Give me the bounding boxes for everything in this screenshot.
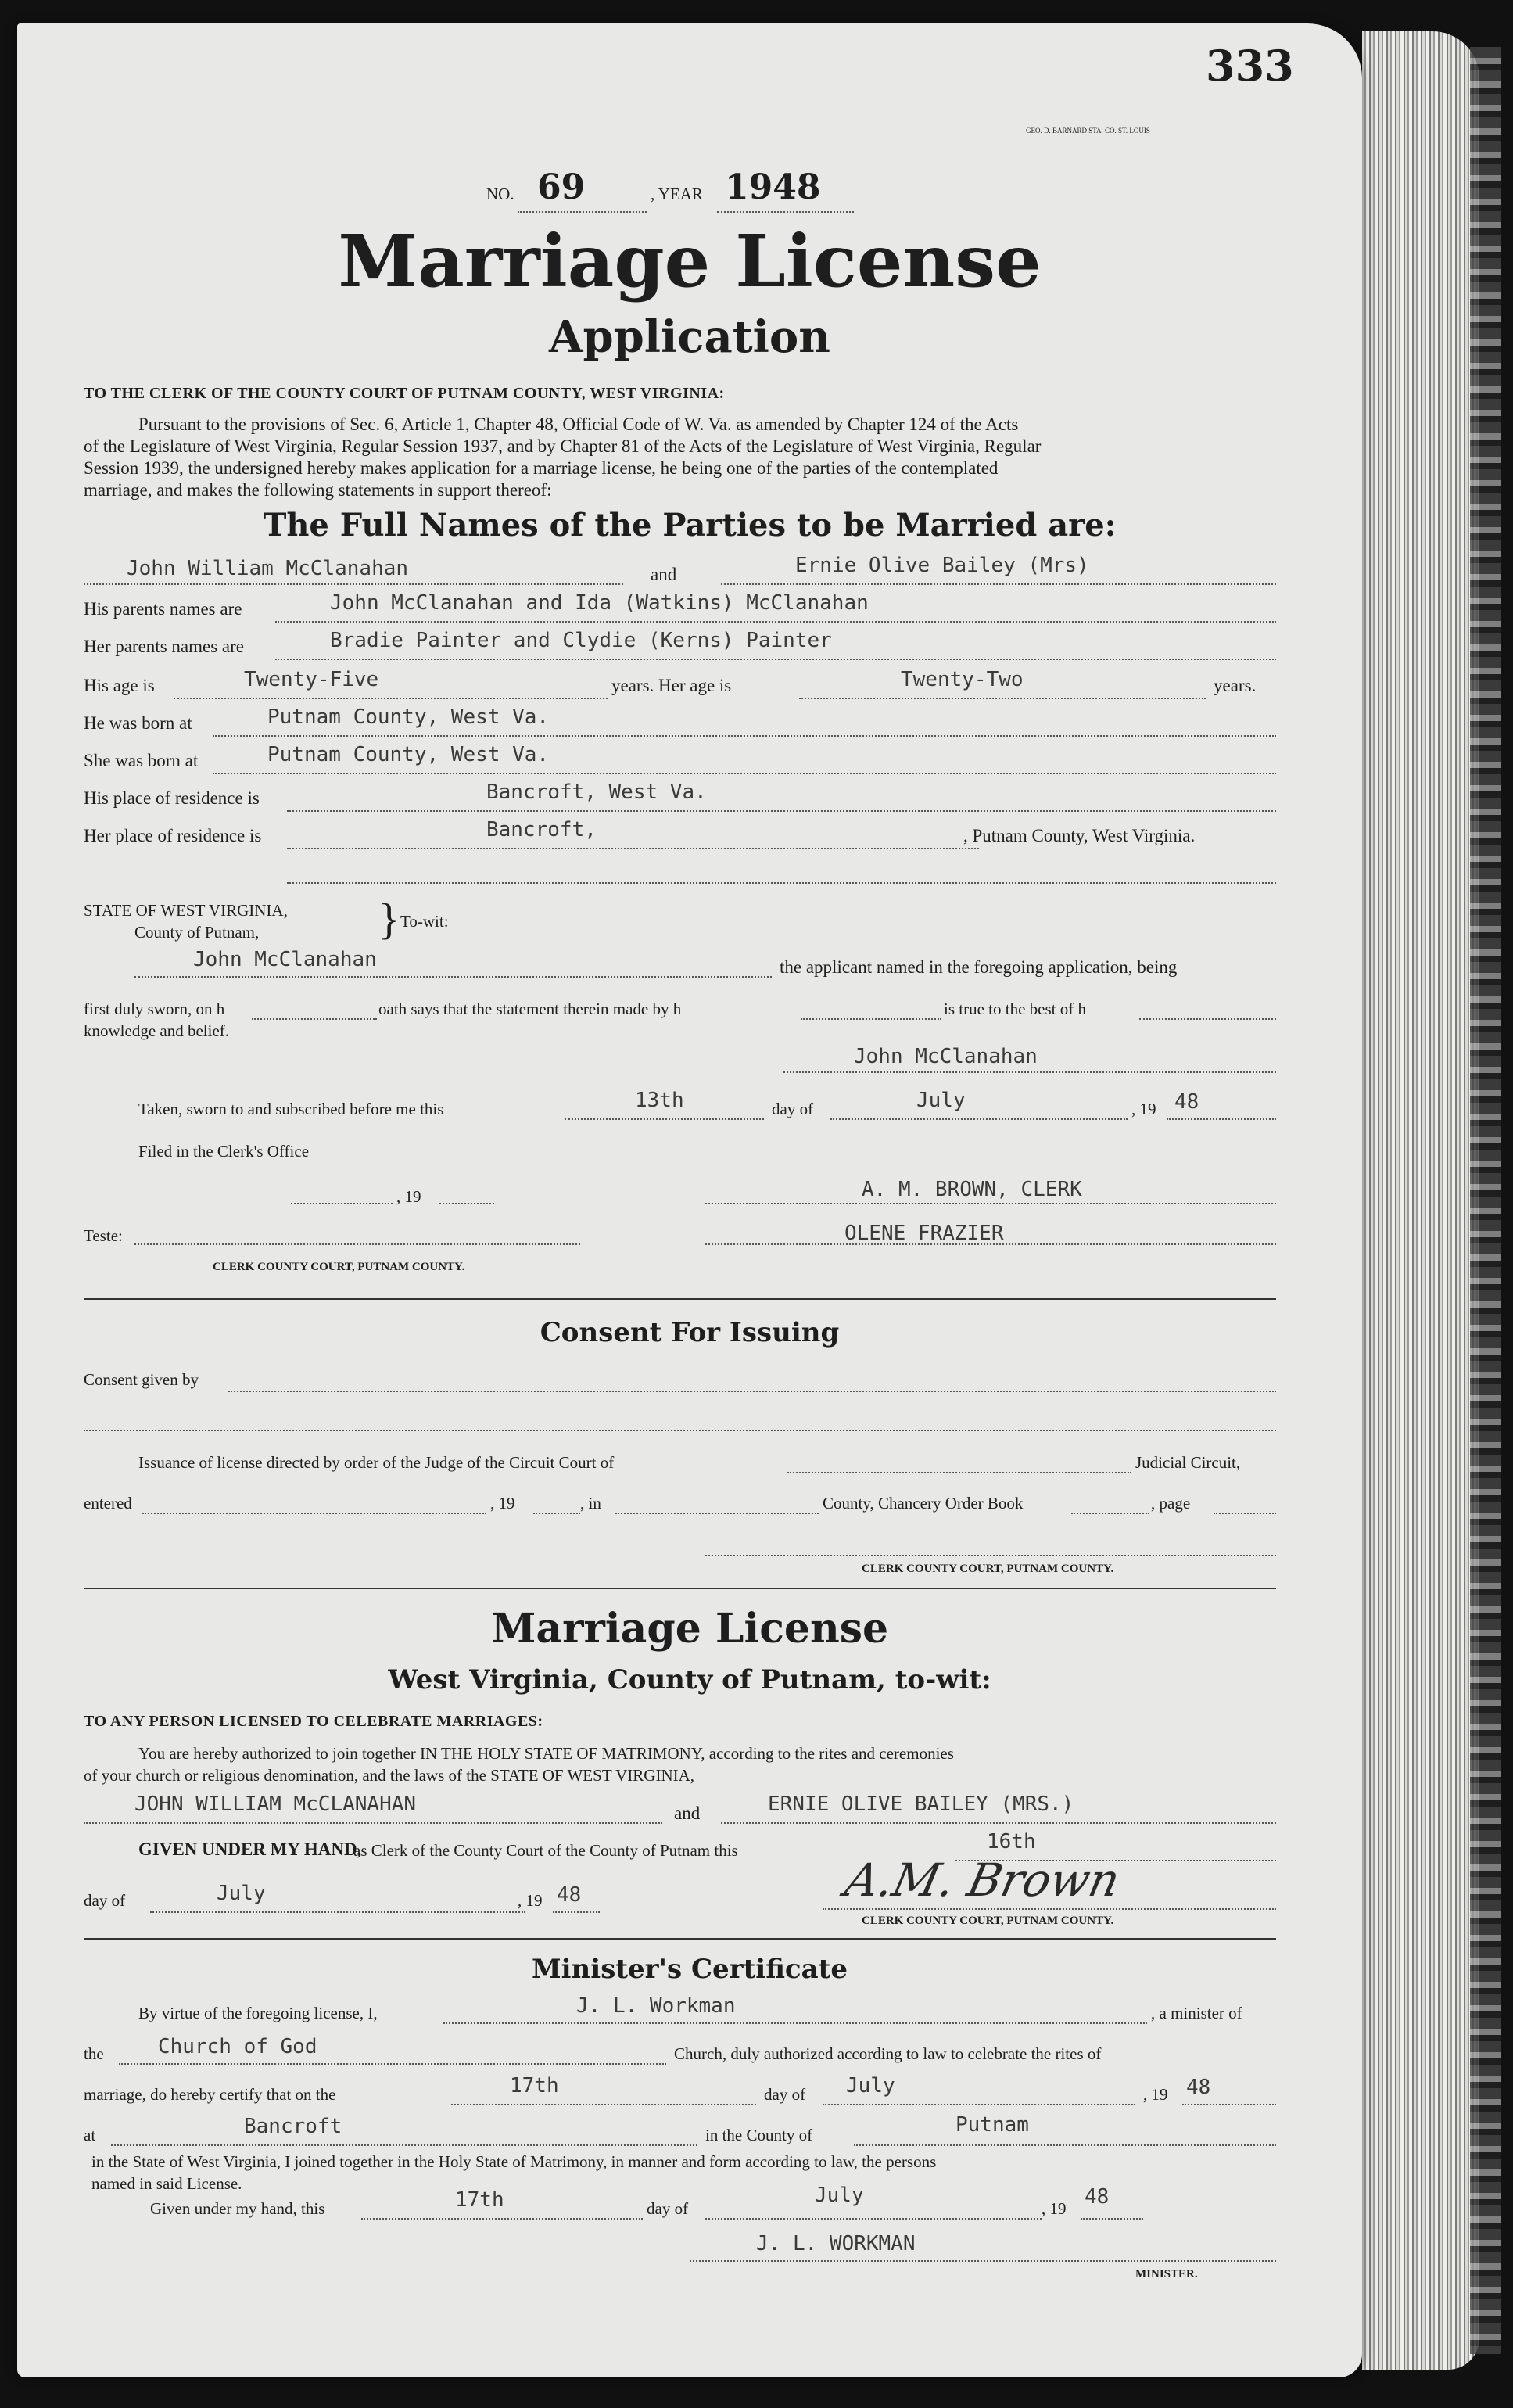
bride-line [721,583,1276,585]
given-minister-year-prefix: , 19 [1042,2199,1067,2218]
section-divider-2 [84,1588,1276,1589]
church-name: Church of God [158,2035,317,2058]
auth-line-1: You are hereby authorized to join together IN THE HOLY STATE OF MATRIMONY, according to the rites and ceremonies [138,1744,954,1763]
clerk-caption-3: CLERK COUNTY COURT, PUTNAM COUNTY. [862,1915,1114,1927]
given-month-line [150,1911,525,1913]
minister-caption: MINISTER. [1135,2268,1198,2281]
given-under-bold: GIVEN UNDER MY HAND, [138,1839,362,1859]
page-line [1214,1513,1276,1514]
given-month: July [217,1882,266,1905]
his-age-label: His age is [84,676,155,695]
he-born-line [213,735,1276,737]
given-under-text: as Clerk of the County Court of the County of Putnam this [353,1841,738,1860]
license-number: 69 [537,167,586,207]
state-line: STATE OF WEST VIRGINIA, [84,901,288,920]
wed-year: 48 [1186,2076,1211,2099]
clerk-name-line [705,1203,1276,1204]
county-line: County of Putnam, [134,923,260,942]
given-minister-day-of: day of [647,2199,689,2218]
wed-month: July [846,2074,895,2098]
ledger-page [17,23,1362,2377]
wed-day: 17th [510,2074,559,2098]
given-minister-day-line [361,2218,643,2220]
taken-month-line [830,1118,1128,1120]
wed-county: Putnam [955,2113,1029,2137]
applicant-signature: John McClanahan [854,1045,1038,1068]
county-chancery-label: County, Chancery Order Book [823,1494,1024,1513]
clerk-name: A. M. BROWN, CLERK [862,1178,1082,1201]
sworn-text-2: oath says that the statement therein made by h [378,999,682,1018]
wed-year-prefix: , 19 [1143,2085,1168,2104]
years-label: years. [1214,676,1257,695]
her-age-value: Twenty-Two [901,668,1024,691]
the-label: the [84,2044,104,2063]
taken-month: July [916,1089,966,1112]
license-heading: Marriage License [490,1605,889,1653]
auth-line-2: of your church or religious denomination, and the laws of the STATE OF WEST VIRGINIA, [84,1766,695,1785]
her-parents-label: Her parents names are [84,637,244,656]
he-born-label: He was born at [84,713,192,733]
minister-name-line [443,2022,1147,2024]
issuance-label: Issuance of license directed by order of the Judge of the Circuit Court of [138,1453,615,1472]
in-label: , in [580,1494,601,1513]
minister-signature: J. L. WORKMAN [756,2232,916,2255]
consent-heading: Consent For Issuing [540,1317,840,1348]
given-minister-year: 48 [1085,2185,1110,2209]
blank-line [287,882,1276,884]
taken-year-prefix: , 19 [1131,1100,1156,1118]
wed-month-line [823,2104,1135,2105]
taken-day-line [565,1118,764,1120]
in-county-label: in the County of [705,2126,813,2144]
license-groom-line [84,1822,662,1824]
entered-year-line [533,1513,580,1514]
her-parents-line [275,659,1276,660]
filed-year-prefix: , 19 [396,1187,421,1206]
preamble-line-1: Pursuant to the provisions of Sec. 6, Article 1, Chapter 48, Official Code of W. Va. as amended by Chapter 124 of the Acts [138,414,1019,434]
license-bride: ERNIE OLIVE BAILEY (MRS.) [768,1793,1074,1816]
wed-place-line [111,2144,697,2146]
applicant-line [134,976,772,978]
names-heading: The Full Names of the Parties to be Married are: [263,507,1117,544]
his-parents-line [275,621,1276,623]
clerk-signature: A.M. Brown [840,1854,1125,1907]
entered-line [142,1513,486,1514]
his-residence-label: His place of residence is [84,788,260,808]
clerk-signature-line [823,1908,1276,1910]
deputy-name: OLENE FRAZIER [844,1222,1004,1245]
given-minister-month: July [815,2184,864,2207]
filed-year-line [439,1203,494,1204]
preamble-line-4: marriage, and makes the following statements in support thereof: [84,480,552,500]
no-line [518,211,647,213]
by-virtue-label: By virtue of the foregoing license, I, [138,2004,378,2022]
knowledge-text: knowledge and belief. [84,1021,230,1040]
given-day: 16th [987,1830,1036,1854]
she-born-value: Putnam County, West Va. [267,743,550,766]
sworn-line-2 [801,1018,941,1020]
his-age-value: Twenty-Five [244,668,379,691]
sworn-line-3 [1139,1018,1276,1020]
a-minister-of: , a minister of [1151,2004,1242,2022]
section-divider-3 [84,1938,1276,1940]
marriage-certify: marriage, do hereby certify that on the [84,2085,336,2104]
and-word: and [651,565,677,584]
teste-label: Teste: [84,1226,123,1245]
teste-line [134,1243,580,1245]
year-line [717,211,854,213]
book-spine-edge [1470,47,1501,2354]
clerk-caption-2: CLERK COUNTY COURT, PUTNAM COUNTY. [862,1563,1114,1575]
to-any-person: TO ANY PERSON LICENSED TO CELEBRATE MARRIAGES: [84,1713,543,1730]
consent-given-line [228,1391,1276,1392]
bride-name: Ernie Olive Bailey (Mrs) [795,554,1089,577]
page-label: , page [1151,1494,1191,1513]
minister-name: J. L. Workman [576,1994,736,2018]
page-edge-stack [1362,31,1479,2370]
filed-label: Filed in the Clerk's Office [138,1142,310,1161]
taken-year-line [1167,1118,1276,1120]
day-of-label: day of [772,1100,814,1118]
entered-year-prefix: , 19 [490,1494,515,1513]
taken-label: Taken, sworn to and subscribed before me this [138,1100,444,1118]
sworn-line-1 [252,1018,377,1020]
license-day-of: day of [84,1891,126,1910]
year-label: , YEAR [651,185,703,203]
brace: } [378,895,400,944]
given-minister-label: Given under my hand, this [150,2199,325,2218]
license-bride-line [721,1822,1276,1824]
page-number: 333 [1206,41,1294,91]
groom-name: John William McClanahan [127,557,409,580]
groom-line [84,583,623,585]
she-born-line [213,773,1276,774]
applicant-signature-line [783,1071,1276,1073]
his-age-line [174,698,608,699]
wed-place: Bancroft [244,2115,342,2138]
sworn-text-3: is true to the best of h [944,999,1086,1018]
to-clerk-heading: TO THE CLERK OF THE COUNTY COURT OF PUTNAM COUNTY, WEST VIRGINIA: [84,385,725,402]
given-minister-day: 17th [455,2188,504,2212]
at-label: at [84,2126,96,2144]
his-residence-value: Bancroft, West Va. [486,781,707,804]
no-label: NO. [486,185,514,203]
church-line [119,2063,666,2065]
minister-signature-line [690,2260,1276,2262]
license-subheading: West Virginia, County of Putnam, to-wit: [388,1664,991,1696]
given-minister-month-line [705,2218,1042,2220]
preamble-line-3: Session 1939, the undersigned hereby makes application for a marriage license, he being one of the parties of the contemplated [84,458,999,478]
her-parents-value: Bradie Painter and Clydie (Kerns) Painter [330,629,832,652]
section-divider-1 [84,1298,1276,1300]
sworn-text-1: first duly sworn, on h [84,999,225,1018]
issuance-line [787,1472,1131,1473]
filed-line [291,1203,393,1204]
given-minister-year-line [1081,2218,1143,2220]
her-residence-line [287,848,979,849]
license-and: and [674,1803,701,1823]
joined-line-1: in the State of West Virginia, I joined together in the Holy State of Matrimony, in manner and form according to law, the persons [91,2152,937,2171]
minister-heading: Minister's Certificate [532,1954,848,1985]
given-year-prefix: , 19 [518,1891,543,1910]
his-residence-line [287,810,1276,812]
license-groom: JOHN WILLIAM McCLANAHAN [134,1793,417,1816]
page-subtitle: Application [549,311,830,363]
license-year: 1948 [725,167,821,207]
her-residence-suffix: , Putnam County, West Virginia. [963,826,1196,845]
wed-county-line [854,2144,1276,2146]
his-parents-label: His parents names are [84,599,242,619]
given-year: 48 [557,1883,582,1907]
judicial-circuit-label: Judicial Circuit, [1135,1453,1241,1472]
page-title: Marriage License [338,219,1042,303]
applicant-name: John McClanahan [193,948,377,971]
clerk-consent-line [705,1555,1276,1556]
his-parents-value: John McClanahan and Ida (Watkins) McClanahan [330,591,869,615]
her-residence-label: Her place of residence is [84,826,262,845]
her-residence-value: Bancroft, [486,818,597,842]
years-her-age-label: years. Her age is [611,676,732,695]
deputy-line [705,1243,1276,1245]
she-born-label: She was born at [84,751,199,770]
entered-label: entered [84,1494,132,1513]
order-book-line [1071,1513,1149,1514]
in-line [615,1513,819,1514]
taken-day: 13th [635,1089,684,1112]
taken-year: 48 [1174,1090,1199,1114]
to-wit-label: To-wit: [400,912,449,931]
applicant-text: the applicant named in the foregoing application, being [780,957,1178,977]
wed-day-of: day of [764,2085,806,2104]
consent-given-label: Consent given by [84,1370,199,1389]
wed-year-line [1182,2104,1276,2105]
preamble-line-2: of the Legislature of West Virginia, Regular Session 1937, and by Chapter 81 of the Acts of the Legislature of West Virginia, Regular [84,436,1042,456]
consent-blank-line [84,1430,1276,1431]
church-rest: Church, duly authorized according to law to celebrate the rites of [674,2044,1102,2063]
clerk-caption-1: CLERK COUNTY COURT, PUTNAM COUNTY. [213,1261,465,1273]
joined-line-2: named in said License. [91,2174,242,2193]
her-age-line [799,698,1206,699]
wed-day-line [451,2104,756,2105]
he-born-value: Putnam County, West Va. [267,705,550,729]
printer-imprint: GEO. D. BARNARD STA. CO. ST. LOUIS [1026,127,1150,135]
given-year-line [553,1911,600,1913]
